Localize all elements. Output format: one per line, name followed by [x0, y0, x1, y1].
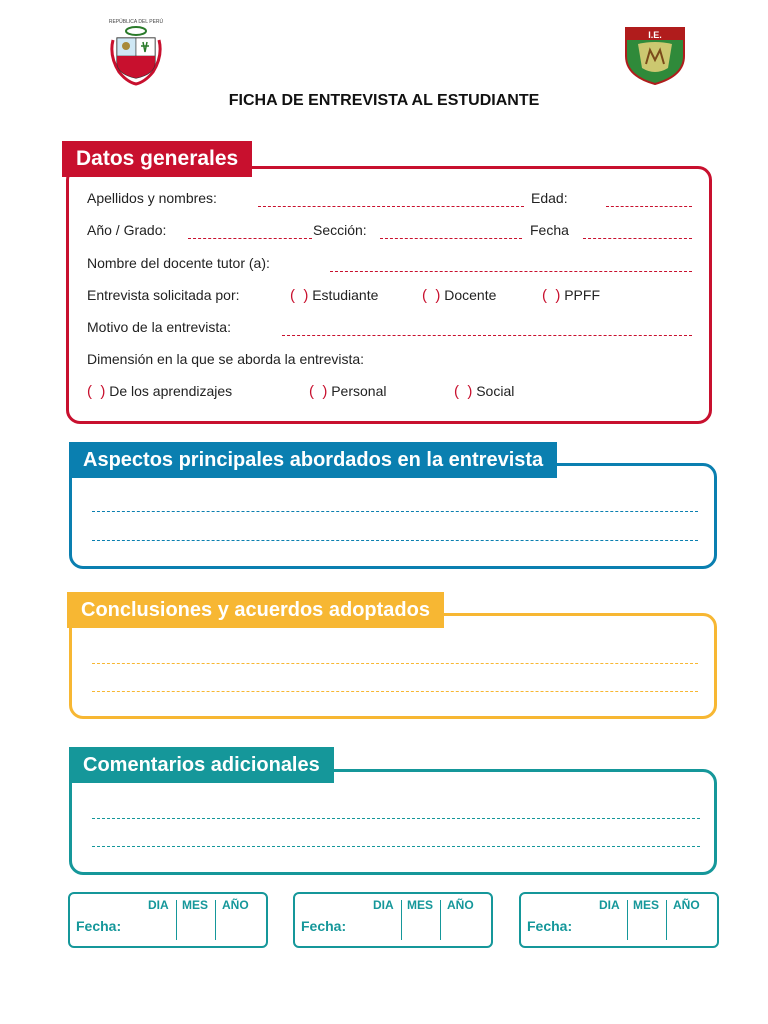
dim-social-label: Social — [476, 383, 515, 399]
opt-ppff-check[interactable]: ( ) PPFF — [542, 287, 600, 304]
apellidos-label: Apellidos y nombres: — [87, 190, 217, 206]
opt-docente-check[interactable]: ( ) Docente — [422, 287, 497, 304]
fecha-label: Fecha — [530, 222, 569, 238]
mes-header: MES — [182, 898, 209, 912]
dia-header: DIA — [373, 898, 394, 912]
opt-docente-label: Docente — [444, 287, 497, 303]
comentarios-line-2[interactable] — [92, 846, 700, 847]
aspectos-heading: Aspectos principales abordados en la entrevista — [69, 442, 557, 478]
anio-header: AÑO — [447, 898, 474, 912]
fecha-box-2 — [293, 892, 493, 948]
dim-personal-check[interactable]: ( ) Personal — [309, 383, 387, 400]
edad-label: Edad: — [531, 190, 568, 206]
datos-generales-heading: Datos generales — [62, 141, 252, 177]
conclusiones-box — [69, 613, 717, 719]
divider — [401, 900, 402, 940]
divider — [627, 900, 628, 940]
comentarios-heading: Comentarios adicionales — [69, 747, 334, 783]
document-title: FICHA DE ENTREVISTA AL ESTUDIANTE — [228, 92, 540, 109]
fecha-field[interactable] — [583, 238, 692, 239]
fecha-box-label: Fecha: — [76, 918, 122, 934]
opt-ppff-label: PPFF — [564, 287, 600, 303]
aspectos-line-2[interactable] — [92, 540, 698, 541]
docente-field[interactable] — [330, 271, 692, 272]
conclusiones-heading: Conclusiones y acuerdos adoptados — [67, 592, 444, 628]
seccion-label: Sección: — [313, 222, 367, 238]
divider — [666, 900, 667, 940]
mes-header: MES — [633, 898, 660, 912]
motivo-label: Motivo de la entrevista: — [87, 319, 231, 335]
dim-aprendizajes-check[interactable]: ( ) De los aprendizajes — [87, 383, 233, 400]
motivo-field[interactable] — [282, 335, 692, 336]
opt-estudiante-check[interactable]: ( ) Estudiante — [290, 287, 379, 304]
dia-header: DIA — [599, 898, 620, 912]
seal-text: REPÚBLICA DEL PERÚ — [108, 19, 164, 25]
dia-header: DIA — [148, 898, 169, 912]
mes-header: MES — [407, 898, 434, 912]
dim-social-check[interactable]: ( ) Social — [454, 383, 515, 400]
edad-field[interactable] — [606, 206, 692, 207]
dimension-label: Dimensión en la que se aborda la entrevista: — [87, 351, 365, 367]
dim-aprendizajes-label: De los aprendizajes — [109, 383, 233, 399]
dim-personal-label: Personal — [331, 383, 387, 399]
school-badge-icon — [622, 20, 688, 86]
conclusiones-line-1[interactable] — [92, 663, 698, 664]
comentarios-line-1[interactable] — [92, 818, 700, 819]
seccion-field[interactable] — [380, 238, 522, 239]
anio-header: AÑO — [222, 898, 249, 912]
docente-label: Nombre del docente tutor (a): — [87, 255, 270, 271]
conclusiones-line-2[interactable] — [92, 691, 698, 692]
anio-grado-label: Año / Grado: — [87, 222, 167, 238]
anio-grado-field[interactable] — [188, 238, 312, 239]
opt-estudiante-label: Estudiante — [312, 287, 379, 303]
fecha-box-1 — [68, 892, 268, 948]
divider — [215, 900, 216, 940]
anio-header: AÑO — [673, 898, 700, 912]
fecha-box-label: Fecha: — [301, 918, 347, 934]
school-badge-text: I.E. — [648, 30, 662, 40]
apellidos-field[interactable] — [258, 206, 524, 207]
fecha-box-3 — [519, 892, 719, 948]
aspectos-line-1[interactable] — [92, 511, 698, 512]
solicitada-label: Entrevista solicitada por: — [87, 287, 240, 303]
divider — [176, 900, 177, 940]
fecha-box-label: Fecha: — [527, 918, 573, 934]
peru-coat-of-arms-icon — [105, 16, 167, 86]
comentarios-box — [69, 769, 717, 875]
divider — [440, 900, 441, 940]
aspectos-box — [69, 463, 717, 569]
